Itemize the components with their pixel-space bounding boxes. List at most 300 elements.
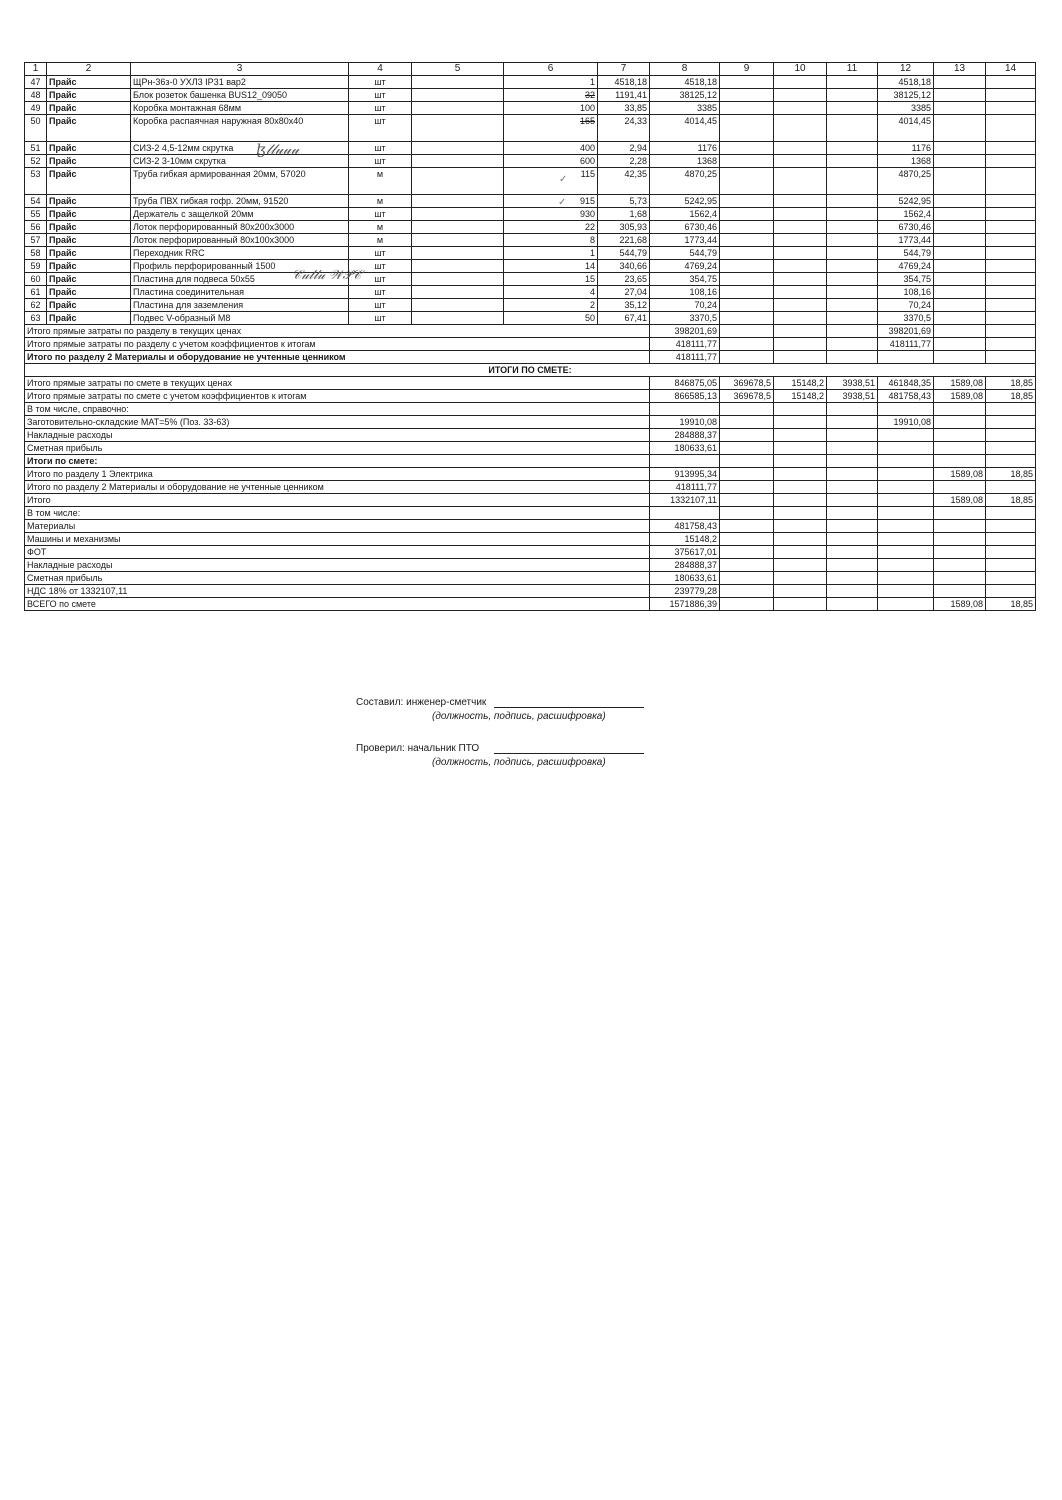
estimate-total-row — [25, 494, 1036, 507]
estimate-total-row — [25, 442, 1036, 455]
total-c9 — [720, 559, 774, 572]
row-price: 33,85 — [598, 102, 650, 115]
empty-cell — [827, 221, 878, 234]
empty-cell — [412, 273, 504, 286]
table-row — [25, 208, 1036, 221]
row-col12: 1176 — [878, 142, 934, 155]
empty-cell — [986, 102, 1036, 115]
total-c14 — [986, 481, 1036, 494]
row-number: 51 — [25, 142, 47, 155]
row-total: 1773,44 — [650, 234, 720, 247]
checked-by-hint: (должность, подпись, расшифровка) — [432, 757, 606, 768]
total-c13: 1589,08 — [934, 598, 986, 611]
empty-cell — [774, 76, 827, 89]
total-label: Сметная прибыль — [25, 442, 650, 455]
total-label: ВСЕГО по смете — [25, 598, 650, 611]
total-label: Итого прямые затраты по разделу с учетом коэффициентов к итогам — [25, 338, 650, 351]
total-c9 — [720, 585, 774, 598]
row-unit: шт — [349, 142, 412, 155]
total-c10: 15148,2 — [774, 377, 827, 390]
empty-cell — [934, 208, 986, 221]
row-name: Подвес V-образный M8 — [131, 312, 349, 325]
empty-cell — [412, 115, 504, 142]
row-name: Профиль перфорированный 1500 — [131, 260, 349, 273]
total-c12 — [878, 403, 934, 416]
row-qty — [504, 234, 598, 247]
total-c9 — [720, 481, 774, 494]
checked-by-label: Проверил: начальник ПТО — [356, 743, 480, 754]
total-c12 — [878, 520, 934, 533]
empty-cell — [934, 155, 986, 168]
empty-cell — [720, 168, 774, 195]
column-header: 1 — [25, 63, 47, 76]
empty-cell — [827, 142, 878, 155]
total-label: НДС 18% от 1332107,11 — [25, 585, 650, 598]
empty-cell — [934, 247, 986, 260]
row-total: 3370,5 — [650, 312, 720, 325]
estimate-total-row — [25, 481, 1036, 494]
total-c10 — [774, 494, 827, 507]
total-c12 — [878, 598, 934, 611]
total-c14 — [986, 520, 1036, 533]
empty-cell — [827, 286, 878, 299]
table-row — [25, 168, 1036, 195]
total-label: ФОТ — [25, 546, 650, 559]
total-c14: 18,85 — [986, 598, 1036, 611]
total-label: Итоги по смете: — [25, 455, 650, 468]
row-name: Труба гибкая армированная 20мм, 57020 — [131, 168, 349, 195]
total-c13 — [934, 481, 986, 494]
row-type: Прайс — [47, 247, 131, 260]
empty-cell — [934, 115, 986, 142]
total-c9 — [720, 416, 774, 429]
estimate-table — [24, 62, 1036, 611]
empty-cell — [412, 312, 504, 325]
empty-cell — [412, 195, 504, 208]
row-unit: шт — [349, 286, 412, 299]
total-c11 — [827, 468, 878, 481]
total-c13 — [934, 416, 986, 429]
row-name: СИЗ-2 3-10мм скрутка — [131, 155, 349, 168]
row-price: 24,33 — [598, 115, 650, 142]
empty-cell — [774, 325, 827, 338]
handwritten-scribble: ɮ𝓁𝓁𝓊𝓊𝓊 — [256, 142, 299, 158]
row-type: Прайс — [47, 155, 131, 168]
empty-cell — [827, 208, 878, 221]
empty-cell — [412, 208, 504, 221]
total-label: Материалы — [25, 520, 650, 533]
total-c9 — [720, 598, 774, 611]
row-qty-value: 100 — [579, 103, 595, 113]
row-col12: 354,75 — [878, 273, 934, 286]
total-col8: 418111,77 — [650, 338, 720, 351]
row-total: 4014,45 — [650, 115, 720, 142]
total-c12 — [878, 442, 934, 455]
empty-cell — [986, 155, 1036, 168]
total-col12: 398201,69 — [878, 325, 934, 338]
total-c11 — [827, 481, 878, 494]
estimate-total-row — [25, 546, 1036, 559]
table-row — [25, 89, 1036, 102]
total-c13 — [934, 546, 986, 559]
total-c8 — [650, 507, 720, 520]
row-number: 50 — [25, 115, 47, 142]
empty-cell — [827, 325, 878, 338]
total-c11 — [827, 442, 878, 455]
empty-cell — [774, 89, 827, 102]
row-number: 63 — [25, 312, 47, 325]
table-row — [25, 142, 1036, 155]
empty-cell — [412, 221, 504, 234]
total-label: Заготовительно-складские МАТ=5% (Поз. 33-63) — [25, 416, 650, 429]
row-type: Прайс — [47, 208, 131, 221]
row-price: 27,04 — [598, 286, 650, 299]
empty-cell — [774, 208, 827, 221]
total-c8: 1332107,11 — [650, 494, 720, 507]
section-total-row — [25, 338, 1036, 351]
empty-cell — [986, 89, 1036, 102]
row-qty — [504, 286, 598, 299]
total-c14 — [986, 416, 1036, 429]
total-label: Сметная прибыль — [25, 572, 650, 585]
row-number: 56 — [25, 221, 47, 234]
column-header: 13 — [934, 63, 986, 76]
column-header: 8 — [650, 63, 720, 76]
estimate-total-row — [25, 377, 1036, 390]
total-col8: 398201,69 — [650, 325, 720, 338]
row-unit: шт — [349, 89, 412, 102]
row-col12: 6730,46 — [878, 221, 934, 234]
row-name: Лоток перфорированный 80х200х3000 — [131, 221, 349, 234]
total-c14 — [986, 403, 1036, 416]
estimate-total-row — [25, 403, 1036, 416]
empty-cell — [934, 221, 986, 234]
total-c14 — [986, 546, 1036, 559]
row-unit: шт — [349, 155, 412, 168]
total-c13: 1589,08 — [934, 390, 986, 403]
row-name: ЩРн-36з-0 УХЛ3 IP31 вар2 — [131, 76, 349, 89]
row-type: Прайс — [47, 273, 131, 286]
row-unit: шт — [349, 260, 412, 273]
row-total: 6730,46 — [650, 221, 720, 234]
total-c14 — [986, 507, 1036, 520]
empty-cell — [986, 76, 1036, 89]
row-qty-value: 600 — [579, 156, 595, 166]
row-number: 48 — [25, 89, 47, 102]
row-price: 1191,41 — [598, 89, 650, 102]
table-row — [25, 221, 1036, 234]
empty-cell — [827, 247, 878, 260]
empty-cell — [774, 142, 827, 155]
empty-cell — [986, 351, 1036, 364]
total-c12 — [878, 481, 934, 494]
row-name: Лоток перфорированный 80х100х3000 — [131, 234, 349, 247]
total-c10 — [774, 598, 827, 611]
empty-cell — [720, 351, 774, 364]
empty-cell — [934, 102, 986, 115]
empty-cell — [934, 312, 986, 325]
total-c13 — [934, 533, 986, 546]
row-name: Переходник RRC — [131, 247, 349, 260]
row-type: Прайс — [47, 142, 131, 155]
row-col12: 3385 — [878, 102, 934, 115]
total-c10 — [774, 455, 827, 468]
row-number: 53 — [25, 168, 47, 195]
empty-cell — [774, 247, 827, 260]
row-type: Прайс — [47, 195, 131, 208]
empty-cell — [720, 234, 774, 247]
row-total: 108,16 — [650, 286, 720, 299]
row-unit: м — [349, 221, 412, 234]
empty-cell — [720, 286, 774, 299]
estimate-total-row — [25, 429, 1036, 442]
row-type: Прайс — [47, 286, 131, 299]
total-c9 — [720, 442, 774, 455]
total-c8: 239779,28 — [650, 585, 720, 598]
total-c9 — [720, 494, 774, 507]
total-c8: 180633,61 — [650, 442, 720, 455]
total-c14 — [986, 533, 1036, 546]
total-c14 — [986, 442, 1036, 455]
empty-cell — [774, 102, 827, 115]
total-label: Итого по разделу 2 Материалы и оборудование не учтенные ценником — [25, 481, 650, 494]
empty-cell — [827, 273, 878, 286]
total-c12 — [878, 533, 934, 546]
row-name: Держатель с защелкой 20мм — [131, 208, 349, 221]
total-label: В том числе: — [25, 507, 650, 520]
empty-cell — [827, 260, 878, 273]
row-col12: 1562,4 — [878, 208, 934, 221]
total-c14 — [986, 572, 1036, 585]
row-qty-value: 2 — [589, 300, 595, 310]
empty-cell — [934, 142, 986, 155]
row-total: 4769,24 — [650, 260, 720, 273]
total-c9 — [720, 429, 774, 442]
empty-cell — [986, 299, 1036, 312]
total-c9: 369678,5 — [720, 377, 774, 390]
total-label: Итого прямые затраты по смете с учетом коэффициентов к итогам — [25, 390, 650, 403]
total-c14 — [986, 585, 1036, 598]
row-price: 5,73 — [598, 195, 650, 208]
empty-cell — [934, 76, 986, 89]
total-c9 — [720, 546, 774, 559]
column-header: 6 — [504, 63, 598, 76]
total-label: Накладные расходы — [25, 429, 650, 442]
total-c10 — [774, 468, 827, 481]
total-c14 — [986, 559, 1036, 572]
total-c8 — [650, 455, 720, 468]
total-c9 — [720, 468, 774, 481]
row-qty-value: 4 — [589, 287, 595, 297]
total-c11 — [827, 585, 878, 598]
row-total: 4518,18 — [650, 76, 720, 89]
empty-cell — [720, 115, 774, 142]
total-c8: 284888,37 — [650, 559, 720, 572]
estimate-total-row — [25, 468, 1036, 481]
column-header: 10 — [774, 63, 827, 76]
row-total: 1562,4 — [650, 208, 720, 221]
empty-cell — [412, 260, 504, 273]
row-number: 47 — [25, 76, 47, 89]
empty-cell — [827, 312, 878, 325]
row-type: Прайс — [47, 312, 131, 325]
total-c12 — [878, 559, 934, 572]
row-unit: м — [349, 234, 412, 247]
row-qty-value: 22 — [584, 222, 595, 232]
estimate-total-row — [25, 520, 1036, 533]
total-c9 — [720, 533, 774, 546]
row-price: 544,79 — [598, 247, 650, 260]
empty-cell — [986, 115, 1036, 142]
empty-cell — [720, 221, 774, 234]
row-col12: 4518,18 — [878, 76, 934, 89]
row-number: 62 — [25, 299, 47, 312]
row-qty — [504, 168, 598, 195]
empty-cell — [986, 312, 1036, 325]
total-c13 — [934, 572, 986, 585]
total-c14 — [986, 455, 1036, 468]
total-c8: 866585,13 — [650, 390, 720, 403]
row-total: 354,75 — [650, 273, 720, 286]
total-c12: 461848,35 — [878, 377, 934, 390]
row-qty-value: 115 — [580, 169, 595, 179]
row-number: 55 — [25, 208, 47, 221]
total-c9 — [720, 403, 774, 416]
empty-cell — [827, 234, 878, 247]
table-row — [25, 260, 1036, 273]
row-name: Коробка распаячная наружная 80х80х40 — [131, 115, 349, 142]
row-price: 4518,18 — [598, 76, 650, 89]
row-qty-value: 1 — [589, 248, 595, 258]
total-c11 — [827, 403, 878, 416]
estimate-total-row — [25, 585, 1036, 598]
total-c11 — [827, 546, 878, 559]
total-c14: 18,85 — [986, 468, 1036, 481]
empty-cell — [986, 247, 1036, 260]
total-c8: 284888,37 — [650, 429, 720, 442]
check-mark: ✓ — [559, 174, 568, 185]
row-name: Пластина для подвеса 50х55 — [131, 273, 349, 286]
empty-cell — [934, 338, 986, 351]
total-c11 — [827, 572, 878, 585]
row-col12: 38125,12 — [878, 89, 934, 102]
row-number: 52 — [25, 155, 47, 168]
empty-cell — [720, 142, 774, 155]
empty-cell — [986, 338, 1036, 351]
row-name: СИЗ-2 4,5-12мм скрутка — [131, 142, 349, 155]
total-c14: 18,85 — [986, 494, 1036, 507]
empty-cell — [720, 102, 774, 115]
empty-cell — [986, 286, 1036, 299]
empty-cell — [986, 273, 1036, 286]
total-c11 — [827, 533, 878, 546]
row-qty — [504, 208, 598, 221]
empty-cell — [720, 260, 774, 273]
total-c13 — [934, 429, 986, 442]
total-c12 — [878, 585, 934, 598]
row-total: 38125,12 — [650, 89, 720, 102]
empty-cell — [412, 89, 504, 102]
row-type: Прайс — [47, 76, 131, 89]
total-c13: 1589,08 — [934, 494, 986, 507]
row-unit: м — [349, 168, 412, 195]
total-c10 — [774, 403, 827, 416]
total-c11 — [827, 598, 878, 611]
empty-cell — [774, 168, 827, 195]
total-c10 — [774, 559, 827, 572]
total-c8: 418111,77 — [650, 481, 720, 494]
row-total: 5242,95 — [650, 195, 720, 208]
row-total: 4870,25 — [650, 168, 720, 195]
row-total: 1176 — [650, 142, 720, 155]
row-price: 340,66 — [598, 260, 650, 273]
empty-cell — [986, 221, 1036, 234]
empty-cell — [774, 299, 827, 312]
empty-cell — [412, 142, 504, 155]
row-number: 60 — [25, 273, 47, 286]
row-qty-value: 14 — [584, 261, 595, 271]
total-c8: 481758,43 — [650, 520, 720, 533]
table-row — [25, 195, 1036, 208]
empty-cell — [986, 142, 1036, 155]
row-type: Прайс — [47, 260, 131, 273]
row-type: Прайс — [47, 89, 131, 102]
row-price: 42,35 — [598, 168, 650, 195]
total-c10 — [774, 442, 827, 455]
empty-cell — [412, 155, 504, 168]
row-qty — [504, 273, 598, 286]
total-c10 — [774, 507, 827, 520]
empty-cell — [934, 286, 986, 299]
table-row — [25, 234, 1036, 247]
empty-cell — [986, 260, 1036, 273]
row-qty-value: 15 — [584, 274, 595, 284]
empty-cell — [934, 168, 986, 195]
empty-cell — [720, 299, 774, 312]
row-qty-value: 1 — [589, 77, 595, 87]
empty-cell — [934, 299, 986, 312]
column-header: 3 — [131, 63, 349, 76]
total-c13 — [934, 403, 986, 416]
row-unit: шт — [349, 312, 412, 325]
row-name: Коробка монтажная 68мм — [131, 102, 349, 115]
row-name: Пластина соединительная — [131, 286, 349, 299]
row-unit: шт — [349, 247, 412, 260]
total-c13 — [934, 442, 986, 455]
total-c10 — [774, 585, 827, 598]
row-col12: 1368 — [878, 155, 934, 168]
empty-cell — [774, 312, 827, 325]
column-header: 7 — [598, 63, 650, 76]
column-header: 5 — [412, 63, 504, 76]
empty-cell — [934, 234, 986, 247]
empty-cell — [774, 221, 827, 234]
empty-cell — [827, 155, 878, 168]
row-price: 2,28 — [598, 155, 650, 168]
total-c13: 1589,08 — [934, 377, 986, 390]
row-qty — [504, 260, 598, 273]
empty-cell — [827, 168, 878, 195]
row-name: Труба ПВХ гибкая гофр. 20мм, 91520 — [131, 195, 349, 208]
table-row — [25, 247, 1036, 260]
row-qty-value: 32 — [584, 90, 595, 100]
row-type: Прайс — [47, 299, 131, 312]
row-unit: шт — [349, 208, 412, 221]
total-c12 — [878, 507, 934, 520]
total-c12: 481758,43 — [878, 390, 934, 403]
total-c14: 18,85 — [986, 390, 1036, 403]
empty-cell — [720, 312, 774, 325]
